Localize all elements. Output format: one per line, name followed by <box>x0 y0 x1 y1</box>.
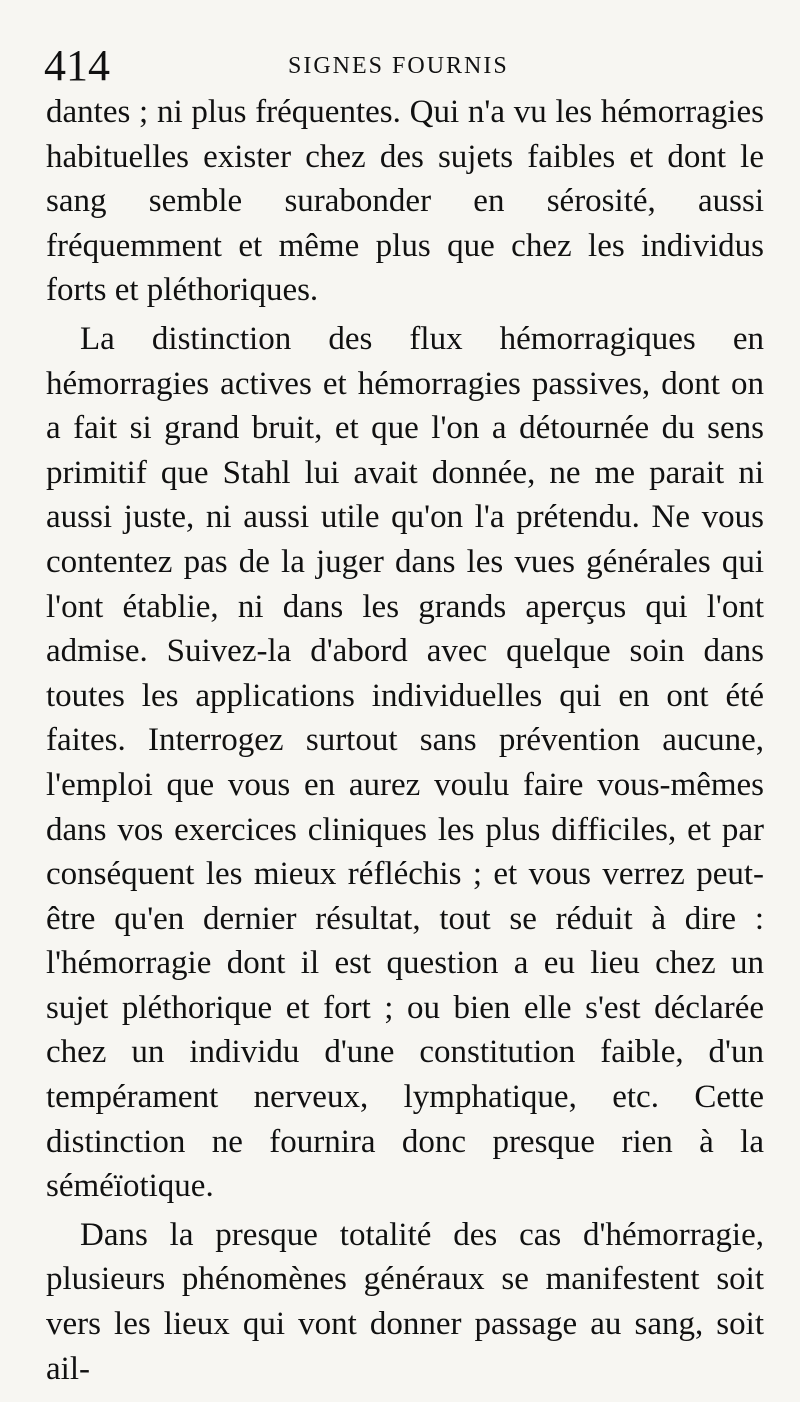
paragraph-phenomena: Dans la presque totalité des cas d'hémorragie, plusieurs phénomènes généraux se manifestent soit vers les lieux qui vont donner passage au sang, soit ail- <box>46 1216 764 1387</box>
running-title: SIGNES FOURNIS <box>288 53 509 79</box>
page-number: 414 <box>44 41 110 90</box>
paragraph-distinction: La distinction des flux hémorragiques en hémorragies actives et hémorragies passives, dont on a fait si grand bruit, et que l'on a détournée du sens primitif que Stahl lui avait donnée, ne me parait ni aussi juste, ni aussi utile qu'on l'a prétendu. Ne vous contentez pas de la juger dans les vues générales qui l'ont établie, ni dans les grands aperçus qui l'ont admise. Suivez-la d'abord avec quelque soin dans toutes les applications individuelles qui en ont été faites. Interrogez surtout sans prévention aucune, l'emploi que vous en aurez voulu faire vous-mêmes dans vos exercices cliniques les plus difficiles, et par conséquent les mieux réfléchis ; et vous verrez peut-être qu'en dernier résultat, tout se réduit à dire : l'hémorragie dont il est question a eu lieu chez un sujet pléthorique et fort ; ou bien elle s'est déclarée chez un individu d'une constitution faible, d'un tempérament nerveux, lymphatique, etc. Cette distinction ne fournira donc presque rien à la séméïotique. <box>46 320 764 1205</box>
body-text <box>46 90 764 1391</box>
paragraph-continuation: dantes ; ni plus fréquentes. Qui n'a vu les hémorragies habituelles exister chez des sujets faibles et dont le sang semble surabonder en sérosité, aussi fréquemment et même plus que chez les individus forts et pléthoriques. <box>46 94 764 309</box>
running-head <box>38 38 778 94</box>
